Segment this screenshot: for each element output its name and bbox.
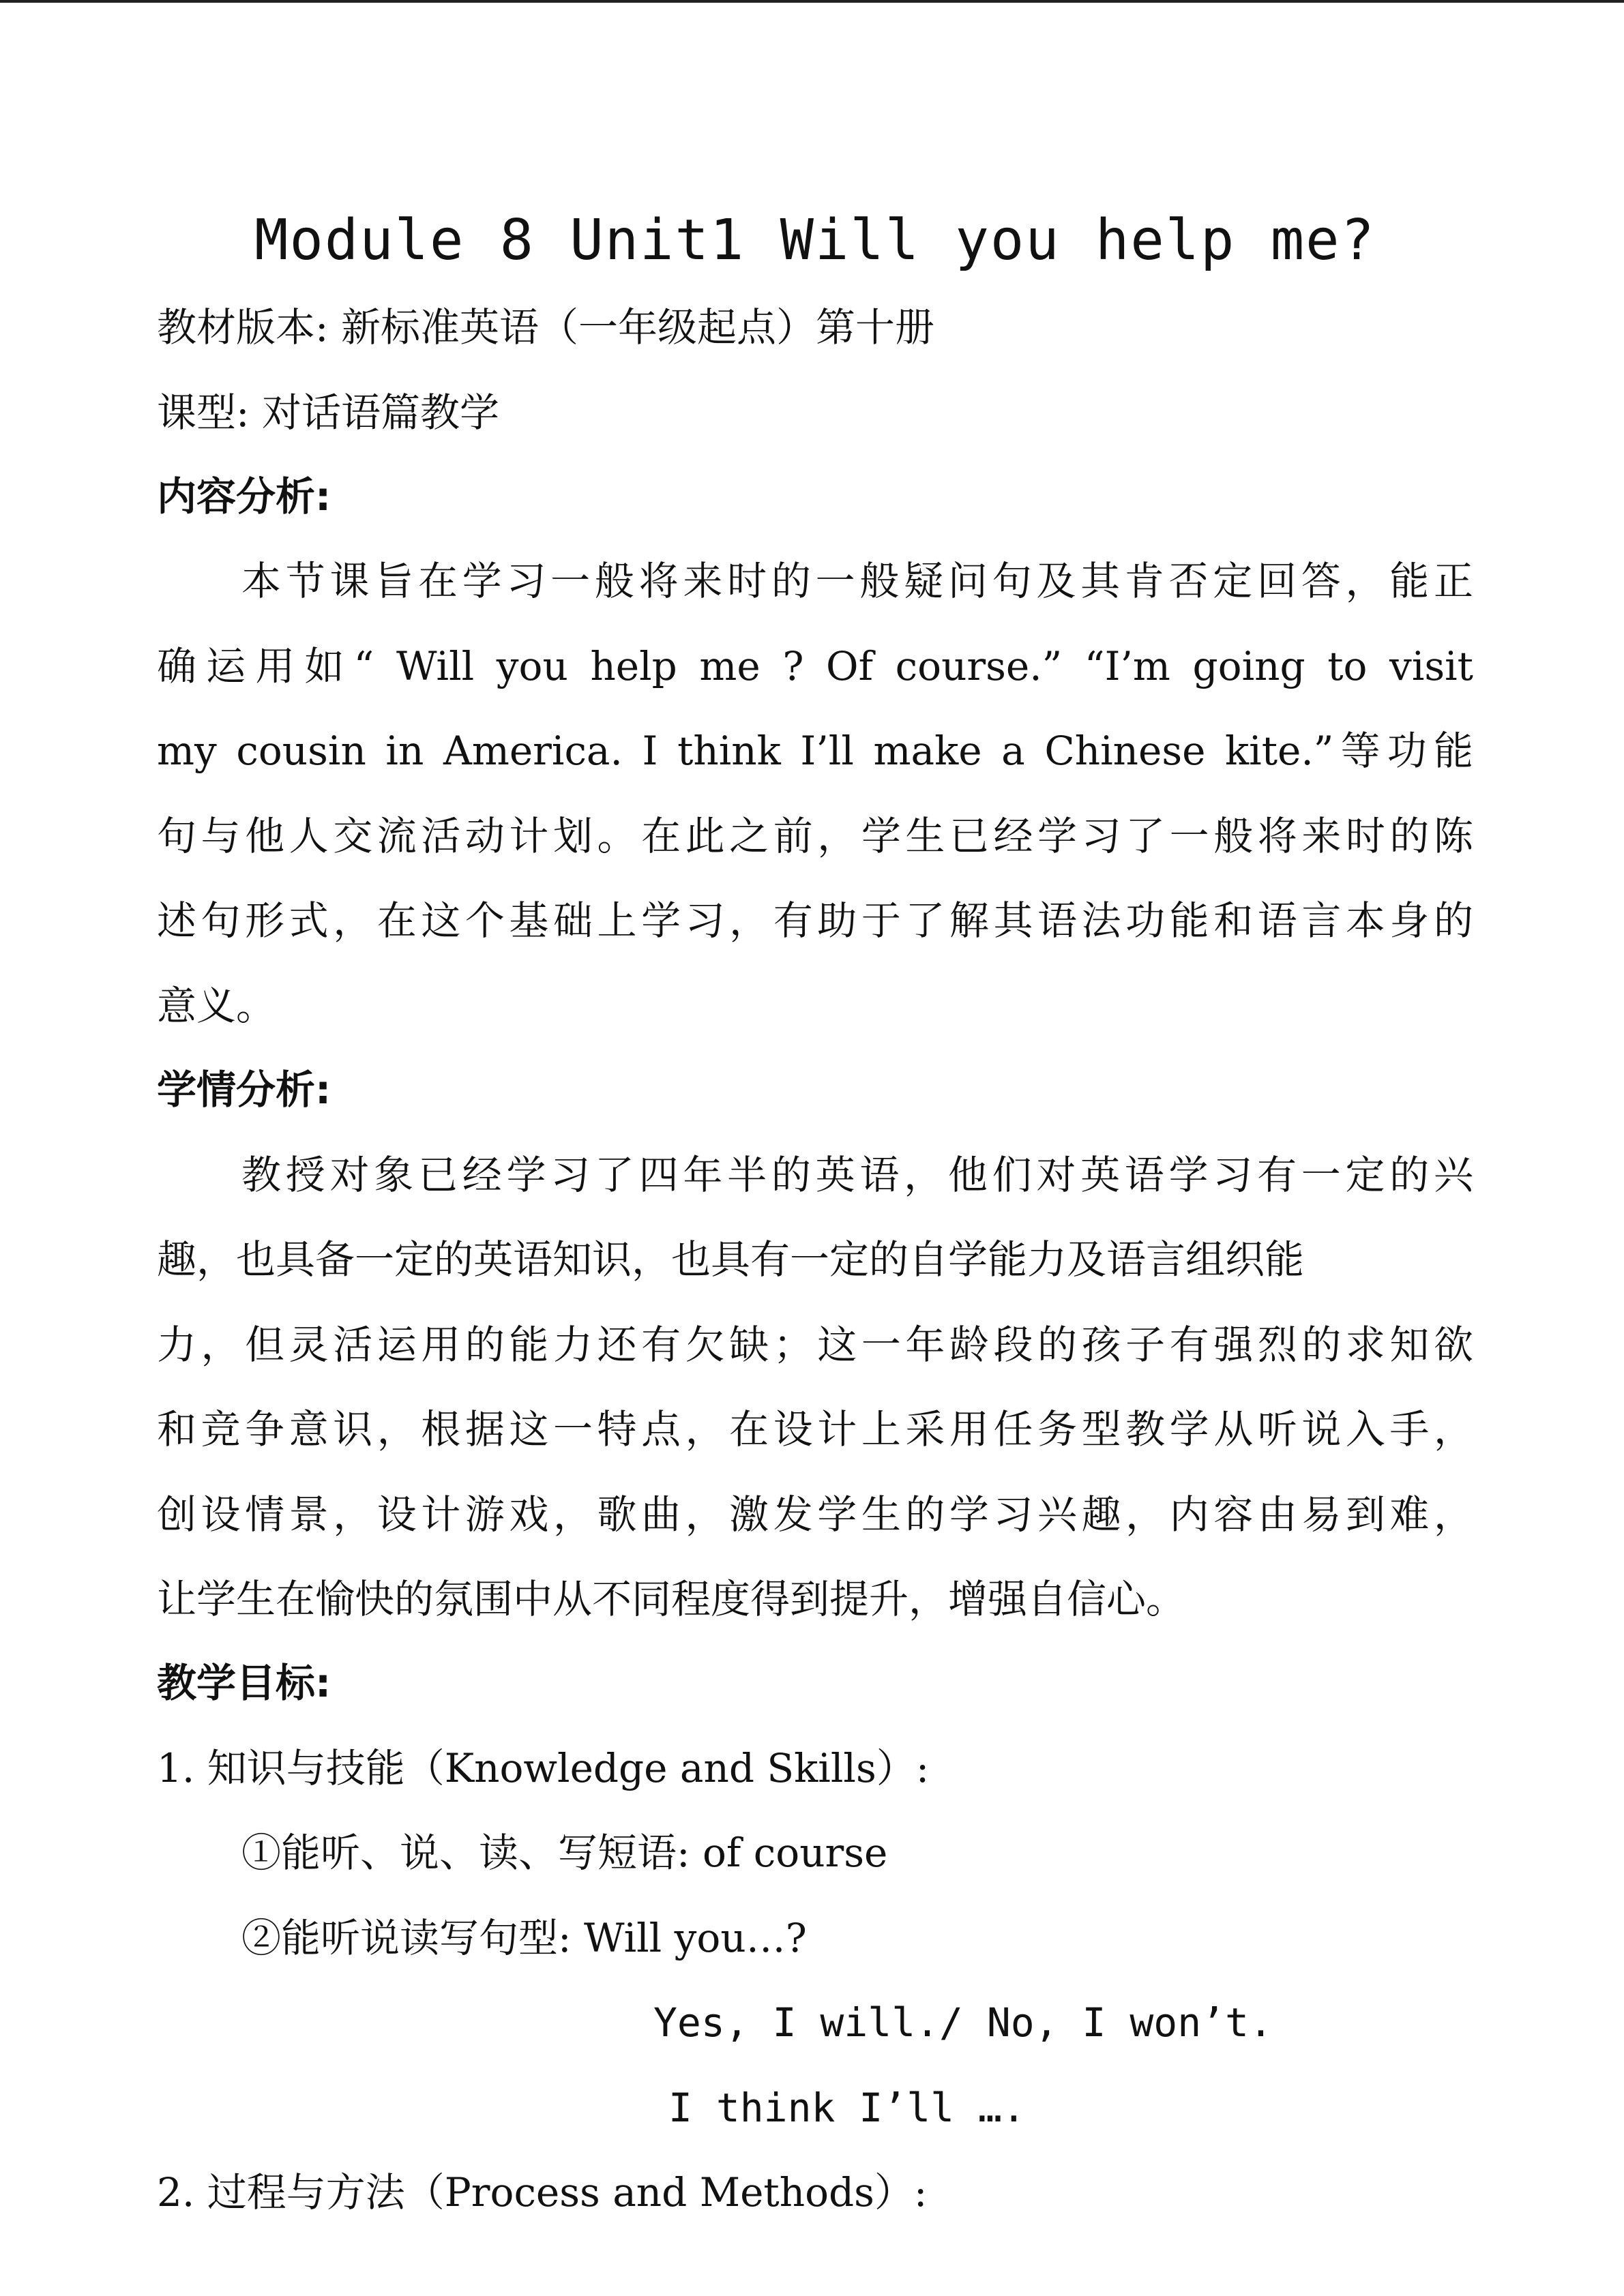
content-analysis-line: 句与他人交流活动计划。在此之前，学生已经学习了一般将来时的陈 <box>157 813 1473 859</box>
content-analysis-line: 述句形式，在这个基础上学习，有助于了解其语法功能和语言本身的 <box>157 897 1473 944</box>
learning-analysis-line: 创设情景，设计游戏，歌曲，激发学生的学习兴趣，内容由易到难， <box>157 1491 1473 1538</box>
teaching-goals-heading: 教学目标: <box>157 1660 331 1706</box>
content-analysis-line: 确运用如“ Will you help me ? Of course.” “I’m going to visit <box>157 643 1473 689</box>
textbook-version: 教材版本: 新标准英语（一年级起点）第十册 <box>157 304 934 351</box>
goal-sentence-think: I think I’ll …. <box>668 2085 1026 2131</box>
learning-analysis-line: 趣，也具备一定的英语知识，也具有一定的自学能力及语言组织能 <box>157 1236 1305 1283</box>
page-title: Module 8 Unit1 Will you help me? <box>254 208 1376 273</box>
learning-analysis-line: 力，但灵活运用的能力还有欠缺；这一年龄段的孩子有强烈的求知欲 <box>157 1322 1473 1368</box>
content-analysis-line: my cousin in America. I think I’ll make a Chinese kite.”等功能 <box>157 728 1473 774</box>
document-page <box>157 0 1473 2296</box>
goal-subitem-sentence: ②能听说读写句型: Will you…? <box>241 1915 807 1961</box>
content-analysis-line: 意义。 <box>157 983 276 1029</box>
content-analysis-heading: 内容分析: <box>157 473 331 520</box>
learning-analysis-line: 和竞争意识，根据这一特点，在设计上采用任务型教学从听说入手， <box>157 1406 1473 1452</box>
learning-analysis-heading: 学情分析: <box>157 1067 331 1113</box>
learning-analysis-line: 教授对象已经学习了四年半的英语，他们对英语学习有一定的兴 <box>241 1152 1473 1198</box>
content-analysis-line: 本节课旨在学习一般将来时的一般疑问句及其肯否定回答，能正 <box>241 558 1473 604</box>
goal-sentence-answer: Yes, I will./ No, I won’t. <box>653 1999 1273 2046</box>
lesson-type: 课型: 对话语篇教学 <box>157 389 499 436</box>
goal-item-process-methods: 2. 过程与方法（Process and Methods）: <box>157 2169 928 2216</box>
goal-subitem-phrase: ①能听、说、读、写短语: of course <box>241 1830 888 1876</box>
learning-analysis-line: 让学生在愉快的氛围中从不同程度得到提升，增强自信心。 <box>157 1576 1186 1622</box>
goal-item-knowledge-skills: 1. 知识与技能（Knowledge and Skills）: <box>157 1745 930 1791</box>
